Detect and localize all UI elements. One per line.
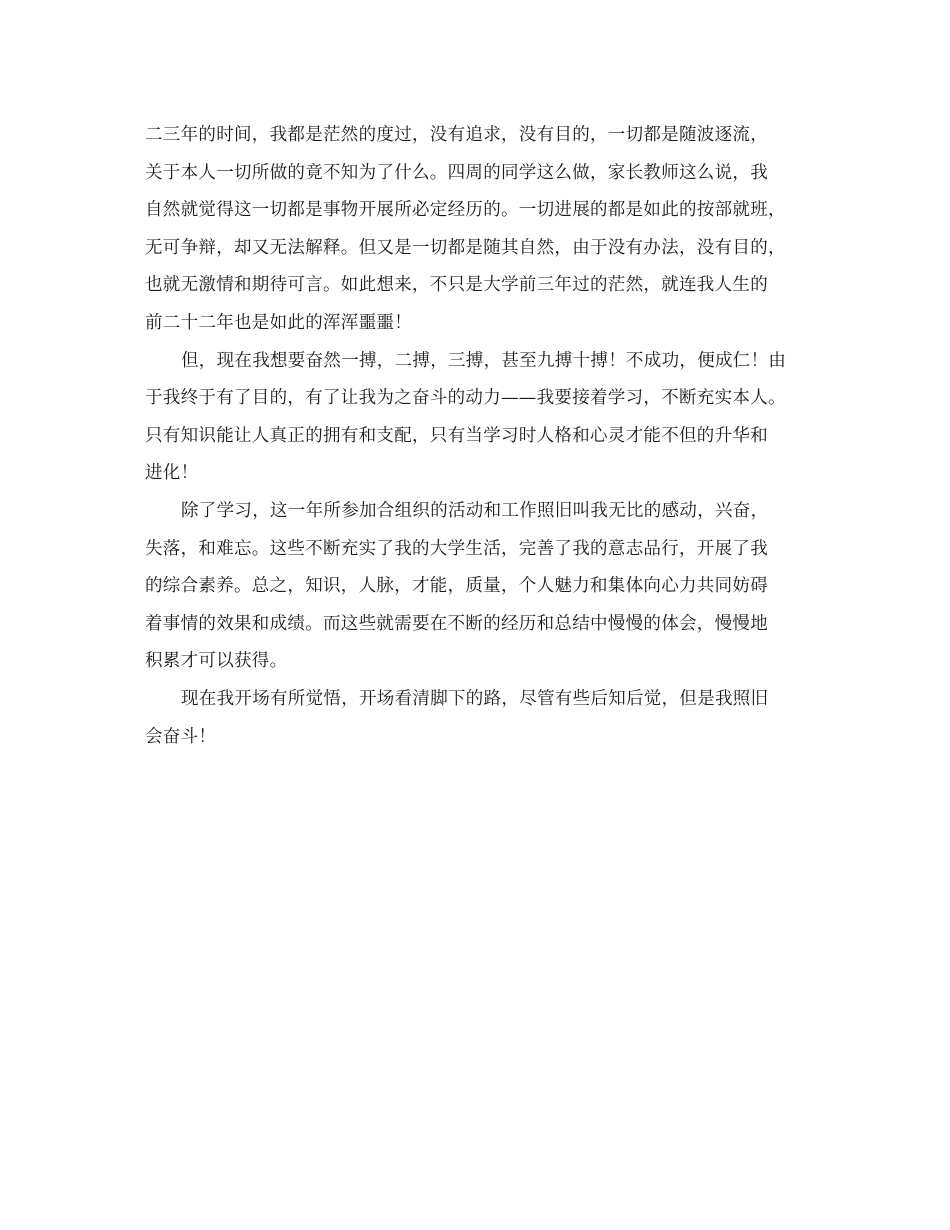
- paragraph-line: 无可争辩，却又无法解释。但又是一切都是随其自然，由于没有办法，没有目的，: [145, 237, 786, 258]
- paragraph-line: 只有知识能让人真正的拥有和支配，只有当学习时人格和心灵才能不但的升华和: [145, 425, 768, 446]
- paragraph-line: 前二十二年也是如此的浑浑噩噩！: [145, 312, 412, 333]
- document-body: [145, 117, 810, 756]
- paragraph-line: 于我终于有了目的，有了让我为之奋斗的动力——我要接着学习，不断充实本人。: [145, 388, 786, 409]
- paragraph-2: [145, 343, 810, 493]
- paragraph-line: 除了学习，这一年所参加合组织的活动和工作照旧叫我无比的感动，兴奋，: [181, 500, 769, 521]
- paragraph-line: 现在我开场有所觉悟，开场看清脚下的路，尽管有些后知后觉，但是我照旧: [181, 688, 769, 709]
- paragraph-line: 也就无激情和期待可言。如此想来，不只是大学前三年过的茫然，就连我人生的: [145, 275, 768, 296]
- paragraph-line: 进化！: [145, 463, 199, 484]
- paragraph-line: 关于本人一切所做的竟不知为了什么。四周的同学这么做，家长教师这么说，我: [145, 162, 768, 183]
- paragraph-line: 的综合素养。总之，知识，人脉，才能，质量，个人魅力和集体向心力共同妨碍: [145, 576, 768, 597]
- paragraph-line: 二三年的时间，我都是茫然的度过，没有追求，没有目的，一切都是随波逐流，: [145, 125, 768, 145]
- paragraph-line: 积累才可以获得。: [145, 651, 288, 672]
- paragraph-line: 着事情的效果和成绩。而这些就需要在不断的经历和总结中慢慢的体会，慢慢地: [145, 613, 768, 634]
- paragraph-1: [145, 117, 810, 343]
- paragraph-3: [145, 493, 810, 681]
- paragraph-4: [145, 681, 810, 756]
- paragraph-line: 自然就觉得这一切都是事物开展所必定经历的。一切进展的都是如此的按部就班，: [145, 200, 786, 221]
- paragraph-line: 失落，和难忘。这些不断充实了我的大学生活，完善了我的意志品行，开展了我: [145, 538, 768, 559]
- paragraph-line: 但，现在我想要奋然一搏，二搏，三搏，甚至九搏十搏！不成功，便成仁！由: [181, 350, 787, 371]
- paragraph-line: 会奋斗！: [145, 726, 217, 747]
